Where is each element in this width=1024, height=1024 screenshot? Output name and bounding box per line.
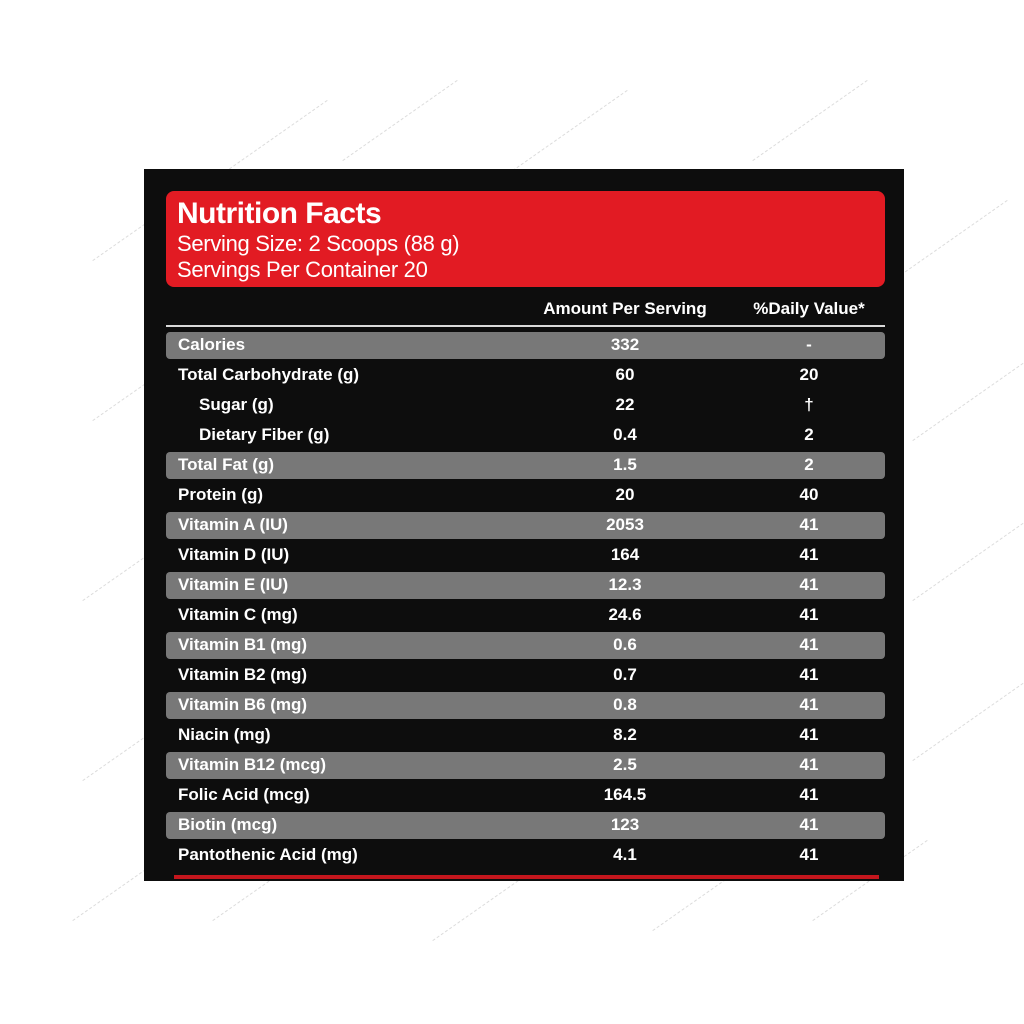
nutrient-daily-value: 41	[799, 515, 819, 534]
nutrition-header	[166, 191, 885, 287]
nutrient-amount: 0.7	[613, 665, 637, 684]
nutrient-amount: 4.1	[613, 845, 637, 864]
nutrient-name: Vitamin B2 (mg)	[178, 665, 308, 684]
nutrient-daily-value: 41	[799, 845, 819, 864]
nutrient-amount: 0.8	[613, 695, 637, 714]
nutrient-name: Protein (g)	[178, 485, 263, 504]
nutrient-row	[166, 541, 885, 571]
nutrient-row	[166, 661, 885, 691]
nutrient-daily-value: 40	[799, 485, 819, 504]
nutrient-daily-value: 41	[799, 785, 819, 804]
nutrient-name: Dietary Fiber (g)	[199, 425, 330, 444]
nutrition-facts-panel	[144, 169, 904, 881]
nutrient-name: Vitamin E (IU)	[178, 575, 289, 594]
nutrient-amount: 164	[610, 545, 640, 564]
nutrient-row	[166, 721, 885, 751]
nutrient-name: Folic Acid (mcg)	[178, 785, 310, 804]
daily-value-column-header: %Daily Value*	[753, 299, 865, 318]
nutrient-row	[166, 421, 885, 451]
nutrient-row	[166, 331, 885, 361]
nutrient-row	[166, 361, 885, 391]
nutrient-amount: 0.6	[613, 635, 637, 654]
nutrient-amount: 8.2	[613, 725, 637, 744]
nutrient-row	[166, 781, 885, 811]
nutrient-name: Total Carbohydrate (g)	[178, 365, 360, 384]
nutrient-amount: 164.5	[603, 785, 647, 804]
serving-size: Serving Size: 2 Scoops (88 g)	[177, 231, 460, 256]
nutrient-daily-value: 2	[804, 425, 814, 444]
nutrient-name: Sugar (g)	[199, 395, 274, 414]
nutrient-amount: 1.5	[613, 455, 637, 474]
nutrient-name: Niacin (mg)	[178, 725, 271, 744]
nutrient-amount: 22	[615, 395, 635, 414]
nutrient-row	[166, 841, 885, 871]
nutrient-amount: 2053	[606, 515, 644, 534]
nutrient-daily-value: 20	[799, 365, 819, 384]
nutrient-amount: 0.4	[613, 425, 637, 444]
nutrient-name: Pantothenic Acid (mg)	[178, 845, 358, 864]
nutrient-row	[166, 751, 885, 781]
nutrient-daily-value: 41	[799, 665, 819, 684]
nutrient-amount: 20	[615, 485, 635, 504]
nutrient-table	[166, 331, 885, 871]
nutrient-name: Vitamin B6 (mg)	[178, 695, 308, 714]
amount-column-header: Amount Per Serving	[543, 299, 707, 318]
nutrient-name: Vitamin B1 (mg)	[178, 635, 308, 654]
nutrient-daily-value: 41	[799, 695, 819, 714]
nutrient-daily-value: 41	[799, 815, 819, 834]
nutrient-row	[166, 691, 885, 721]
nutrient-name: Calories	[178, 335, 246, 354]
nutrient-daily-value: -	[806, 335, 812, 354]
header-divider	[166, 325, 885, 327]
bottom-accent-bar	[174, 875, 879, 879]
nutrient-amount: 60	[615, 365, 635, 384]
nutrient-amount: 12.3	[608, 575, 642, 594]
nutrient-name: Vitamin A (IU)	[178, 515, 288, 534]
nutrient-name: Vitamin C (mg)	[178, 605, 298, 624]
nutrient-row	[166, 601, 885, 631]
nutrient-amount: 123	[610, 815, 640, 834]
nutrient-amount: 332	[610, 335, 640, 354]
nutrient-daily-value: 41	[799, 605, 819, 624]
servings-per-container: Servings Per Container 20	[177, 257, 428, 282]
nutrient-daily-value: 41	[799, 575, 819, 594]
nutrient-daily-value: 2	[804, 455, 814, 474]
nutrient-name: Vitamin B12 (mcg)	[178, 755, 327, 774]
nutrient-row	[166, 511, 885, 541]
nutrient-row	[166, 481, 885, 511]
nutrient-row	[166, 391, 885, 421]
nutrient-daily-value: †	[804, 395, 814, 414]
nutrient-name: Biotin (mcg)	[178, 815, 278, 834]
nutrient-daily-value: 41	[799, 725, 819, 744]
nutrient-daily-value: 41	[799, 635, 819, 654]
nutrient-daily-value: 41	[799, 755, 819, 774]
nutrition-title: Nutrition Facts	[177, 197, 382, 230]
nutrient-row	[166, 631, 885, 661]
nutrient-name: Vitamin D (IU)	[178, 545, 290, 564]
nutrient-name: Total Fat (g)	[178, 455, 274, 474]
nutrient-row	[166, 571, 885, 601]
nutrient-row	[166, 811, 885, 841]
nutrient-daily-value: 41	[799, 545, 819, 564]
nutrient-row	[166, 451, 885, 481]
nutrient-amount: 24.6	[608, 605, 642, 624]
nutrient-amount: 2.5	[613, 755, 637, 774]
